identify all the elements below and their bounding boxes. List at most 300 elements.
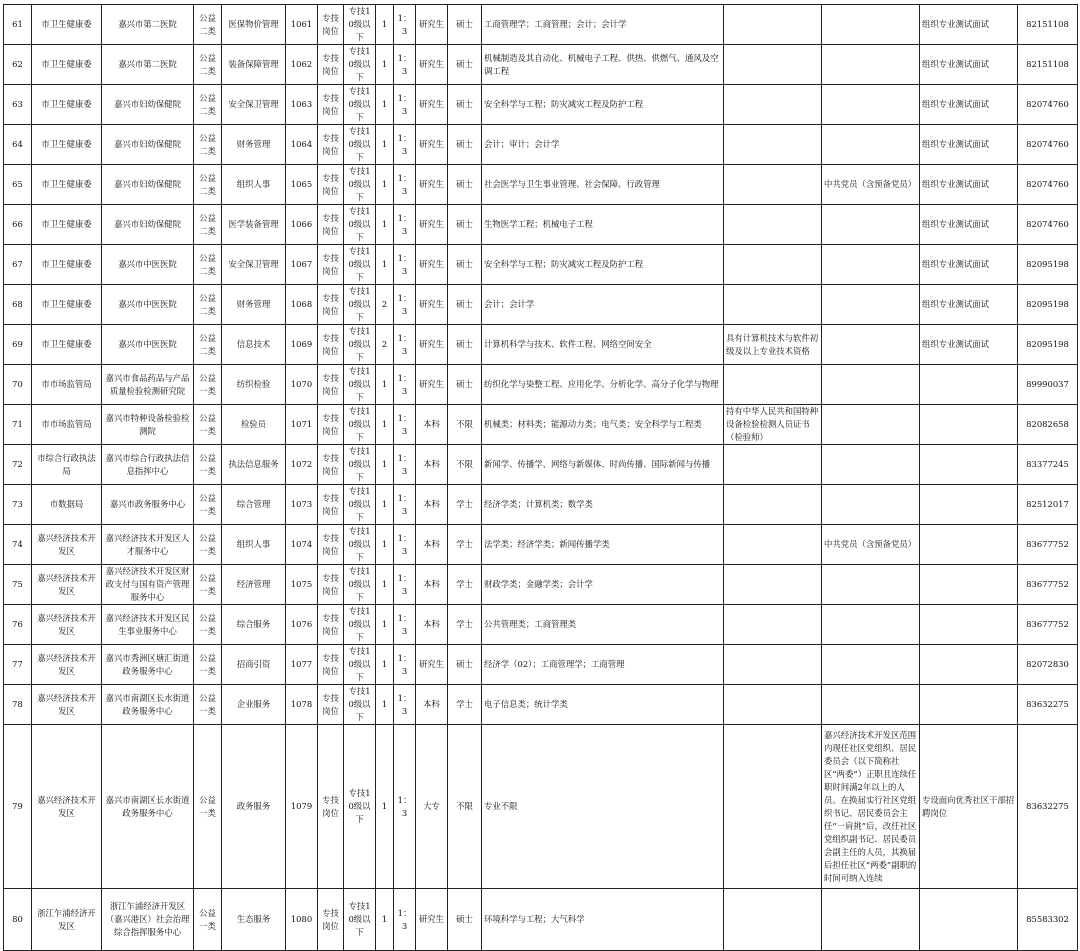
cell-post-grade: 专技10级以下 — [344, 725, 376, 889]
cell-unit-type: 公益一类 — [194, 645, 222, 685]
cell-department: 市市场监管局 — [32, 405, 102, 445]
cell-exam-method: 组织专业测试面试 — [920, 85, 1018, 125]
cell-post-name: 执法信息服务 — [222, 445, 286, 485]
cell-department: 市卫生健康委 — [32, 245, 102, 285]
cell-exam-method — [920, 565, 1018, 605]
cell-major-requirement: 机械制造及其自动化、机械电子工程、供热、供燃气、通风及空调工程 — [482, 45, 724, 85]
cell-contact-phone: 83677752 — [1018, 565, 1078, 605]
cell-exam-ratio: 1：3 — [394, 45, 416, 85]
cell-row-number: 78 — [4, 685, 32, 725]
cell-employer-unit: 嘉兴市特种设备检验检测院 — [102, 405, 194, 445]
cell-employer-unit: 嘉兴市中医医院 — [102, 325, 194, 365]
cell-department: 浙江乍浦经济开发区 — [32, 889, 102, 951]
cell-hiring-count: 1 — [376, 725, 394, 889]
cell-other-requirement — [724, 485, 822, 525]
cell-post-name: 经济管理 — [222, 565, 286, 605]
cell-post-grade: 专技10级以下 — [344, 485, 376, 525]
cell-post-category: 专技岗位 — [318, 5, 344, 45]
cell-contact-phone: 82082658 — [1018, 405, 1078, 445]
cell-contact-phone: 83677752 — [1018, 605, 1078, 645]
cell-exam-method — [920, 889, 1018, 951]
table-row — [4, 205, 1078, 245]
cell-political-requirement — [822, 685, 920, 725]
cell-contact-phone: 82074760 — [1018, 205, 1078, 245]
table-row — [4, 85, 1078, 125]
cell-education: 研究生 — [416, 165, 448, 205]
cell-post-category: 专技岗位 — [318, 565, 344, 605]
cell-employer-unit: 嘉兴市中医医院 — [102, 245, 194, 285]
cell-post-code: 1072 — [286, 445, 318, 485]
cell-contact-phone: 83377245 — [1018, 445, 1078, 485]
cell-education: 本科 — [416, 525, 448, 565]
cell-unit-type: 公益一类 — [194, 365, 222, 405]
cell-education: 本科 — [416, 405, 448, 445]
cell-employer-unit: 嘉兴市妇幼保健院 — [102, 125, 194, 165]
cell-employer-unit: 嘉兴经济技术开发区财政支付与国有资产管理服务中心 — [102, 565, 194, 605]
cell-exam-method: 组织专业测试面试 — [920, 165, 1018, 205]
cell-post-name: 纺织检验 — [222, 365, 286, 405]
cell-exam-method: 组织专业测试面试 — [920, 125, 1018, 165]
cell-post-grade: 专技10级以下 — [344, 45, 376, 85]
cell-post-category: 专技岗位 — [318, 245, 344, 285]
cell-post-grade: 专技10级以下 — [344, 365, 376, 405]
cell-post-name: 安全保卫管理 — [222, 85, 286, 125]
cell-political-requirement: 嘉兴经济技术开发区范围内现任社区党组织、居民委员会（以下简称社区“两委”）正职且连续任职时间满2年以上的人员。在换届实行社区党组织书记、居民委员会主任“一肩挑”后，改任社区党组织副书记、居民委员会副主任的人员，其换届后担任社区“两委”副职的时间可纳入连续 — [822, 725, 920, 889]
cell-contact-phone: 82072830 — [1018, 645, 1078, 685]
cell-other-requirement — [724, 365, 822, 405]
cell-post-category: 专技岗位 — [318, 685, 344, 725]
cell-exam-method: 组织专业测试面试 — [920, 285, 1018, 325]
cell-post-category: 专技岗位 — [318, 165, 344, 205]
cell-row-number: 70 — [4, 365, 32, 405]
cell-hiring-count: 1 — [376, 525, 394, 565]
table-row — [4, 445, 1078, 485]
cell-post-category: 专技岗位 — [318, 325, 344, 365]
cell-major-requirement: 环境科学与工程；大气科学 — [482, 889, 724, 951]
cell-department: 嘉兴经济技术开发区 — [32, 525, 102, 565]
table-row — [4, 45, 1078, 85]
cell-post-grade: 专技10级以下 — [344, 565, 376, 605]
cell-exam-ratio: 1：3 — [394, 285, 416, 325]
cell-hiring-count: 1 — [376, 125, 394, 165]
cell-post-name: 医保物价管理 — [222, 5, 286, 45]
cell-row-number: 80 — [4, 889, 32, 951]
cell-major-requirement: 法学类；经济学类；新闻传播学类 — [482, 525, 724, 565]
cell-exam-ratio: 1：3 — [394, 325, 416, 365]
cell-post-category: 专技岗位 — [318, 889, 344, 951]
cell-department: 市卫生健康委 — [32, 285, 102, 325]
cell-post-code: 1064 — [286, 125, 318, 165]
cell-degree: 硕士 — [448, 165, 482, 205]
cell-exam-ratio: 1：3 — [394, 165, 416, 205]
cell-degree: 硕士 — [448, 245, 482, 285]
cell-education: 研究生 — [416, 245, 448, 285]
cell-unit-type: 公益一类 — [194, 725, 222, 889]
cell-employer-unit: 嘉兴市第二医院 — [102, 5, 194, 45]
cell-exam-method — [920, 405, 1018, 445]
cell-post-grade: 专技10级以下 — [344, 889, 376, 951]
cell-unit-type: 公益二类 — [194, 85, 222, 125]
cell-education: 研究生 — [416, 125, 448, 165]
cell-degree: 学士 — [448, 525, 482, 565]
cell-exam-method: 组织专业测试面试 — [920, 45, 1018, 85]
cell-contact-phone: 82151108 — [1018, 45, 1078, 85]
cell-post-grade: 专技10级以下 — [344, 285, 376, 325]
table-row — [4, 485, 1078, 525]
cell-hiring-count: 1 — [376, 889, 394, 951]
cell-exam-method: 组织专业测试面试 — [920, 325, 1018, 365]
table-row — [4, 165, 1078, 205]
cell-political-requirement — [822, 45, 920, 85]
cell-row-number: 64 — [4, 125, 32, 165]
cell-employer-unit: 嘉兴市综合行政执法信息指挥中心 — [102, 445, 194, 485]
cell-post-code: 1077 — [286, 645, 318, 685]
cell-post-name: 招商引资 — [222, 645, 286, 685]
cell-exam-method — [920, 485, 1018, 525]
cell-exam-ratio: 1：3 — [394, 445, 416, 485]
cell-political-requirement — [822, 445, 920, 485]
cell-row-number: 71 — [4, 405, 32, 445]
cell-post-code: 1063 — [286, 85, 318, 125]
cell-degree: 硕士 — [448, 45, 482, 85]
cell-post-name: 政务服务 — [222, 725, 286, 889]
cell-degree: 不限 — [448, 725, 482, 889]
cell-degree: 硕士 — [448, 205, 482, 245]
cell-post-name: 生态服务 — [222, 889, 286, 951]
cell-unit-type: 公益一类 — [194, 405, 222, 445]
cell-exam-ratio: 1：3 — [394, 889, 416, 951]
cell-post-grade: 专技10级以下 — [344, 525, 376, 565]
cell-post-code: 1066 — [286, 205, 318, 245]
cell-employer-unit: 嘉兴市南湖区长水街道政务服务中心 — [102, 685, 194, 725]
cell-post-category: 专技岗位 — [318, 445, 344, 485]
table-row — [4, 889, 1078, 951]
cell-degree: 硕士 — [448, 365, 482, 405]
cell-education: 本科 — [416, 685, 448, 725]
cell-other-requirement — [724, 445, 822, 485]
cell-department: 嘉兴经济技术开发区 — [32, 605, 102, 645]
cell-unit-type: 公益一类 — [194, 445, 222, 485]
cell-major-requirement: 机械类；材料类；能源动力类；电气类；安全科学与工程类 — [482, 405, 724, 445]
cell-post-category: 专技岗位 — [318, 125, 344, 165]
cell-employer-unit: 嘉兴市食品药品与产品质量检验检测研究院 — [102, 365, 194, 405]
cell-unit-type: 公益二类 — [194, 125, 222, 165]
cell-hiring-count: 1 — [376, 365, 394, 405]
cell-unit-type: 公益二类 — [194, 245, 222, 285]
cell-political-requirement — [822, 405, 920, 445]
cell-education: 本科 — [416, 565, 448, 605]
cell-post-code: 1079 — [286, 725, 318, 889]
cell-post-code: 1070 — [286, 365, 318, 405]
cell-unit-type: 公益一类 — [194, 685, 222, 725]
cell-other-requirement — [724, 565, 822, 605]
cell-contact-phone: 82095198 — [1018, 245, 1078, 285]
cell-contact-phone: 89990037 — [1018, 365, 1078, 405]
cell-major-requirement: 会计；审计；会计学 — [482, 125, 724, 165]
cell-other-requirement — [724, 165, 822, 205]
cell-post-code: 1074 — [286, 525, 318, 565]
cell-row-number: 61 — [4, 5, 32, 45]
cell-major-requirement: 专业不限 — [482, 725, 724, 889]
cell-post-code: 1071 — [286, 405, 318, 445]
cell-other-requirement — [724, 45, 822, 85]
cell-row-number: 62 — [4, 45, 32, 85]
cell-exam-method — [920, 645, 1018, 685]
cell-degree: 硕士 — [448, 645, 482, 685]
cell-unit-type: 公益二类 — [194, 45, 222, 85]
cell-row-number: 65 — [4, 165, 32, 205]
cell-degree: 不限 — [448, 405, 482, 445]
cell-row-number: 74 — [4, 525, 32, 565]
cell-post-name: 安全保卫管理 — [222, 245, 286, 285]
cell-department: 市数据局 — [32, 485, 102, 525]
cell-employer-unit: 嘉兴市妇幼保健院 — [102, 85, 194, 125]
cell-post-grade: 专技10级以下 — [344, 205, 376, 245]
cell-hiring-count: 1 — [376, 45, 394, 85]
cell-post-grade: 专技10级以下 — [344, 85, 376, 125]
cell-post-code: 1073 — [286, 485, 318, 525]
cell-post-code: 1069 — [286, 325, 318, 365]
cell-exam-method — [920, 685, 1018, 725]
cell-post-category: 专技岗位 — [318, 85, 344, 125]
cell-political-requirement — [822, 285, 920, 325]
cell-contact-phone: 82095198 — [1018, 285, 1078, 325]
cell-unit-type: 公益二类 — [194, 285, 222, 325]
cell-contact-phone: 82074760 — [1018, 125, 1078, 165]
cell-post-code: 1065 — [286, 165, 318, 205]
cell-post-category: 专技岗位 — [318, 645, 344, 685]
cell-department: 市卫生健康委 — [32, 5, 102, 45]
cell-education: 研究生 — [416, 645, 448, 685]
cell-major-requirement: 计算机科学与技术、软件工程、网络空间安全 — [482, 325, 724, 365]
cell-political-requirement — [822, 5, 920, 45]
cell-post-code: 1076 — [286, 605, 318, 645]
table-row — [4, 565, 1078, 605]
cell-contact-phone: 82074760 — [1018, 85, 1078, 125]
cell-political-requirement — [822, 365, 920, 405]
cell-other-requirement — [724, 125, 822, 165]
cell-major-requirement: 社会医学与卫生事业管理、社会保障、行政管理 — [482, 165, 724, 205]
cell-department: 市卫生健康委 — [32, 325, 102, 365]
cell-political-requirement — [822, 245, 920, 285]
cell-post-category: 专技岗位 — [318, 605, 344, 645]
cell-major-requirement: 经济学类；计算机类；数学类 — [482, 485, 724, 525]
table-row — [4, 325, 1078, 365]
cell-post-code: 1075 — [286, 565, 318, 605]
recruitment-table — [3, 4, 1078, 951]
cell-employer-unit: 嘉兴市妇幼保健院 — [102, 165, 194, 205]
cell-post-code: 1061 — [286, 5, 318, 45]
cell-degree: 学士 — [448, 565, 482, 605]
table-row — [4, 685, 1078, 725]
cell-education: 研究生 — [416, 889, 448, 951]
cell-education: 研究生 — [416, 285, 448, 325]
cell-major-requirement: 财政学类；金融学类；会计学 — [482, 565, 724, 605]
cell-post-category: 专技岗位 — [318, 285, 344, 325]
cell-post-category: 专技岗位 — [318, 725, 344, 889]
cell-other-requirement — [724, 889, 822, 951]
cell-political-requirement — [822, 205, 920, 245]
cell-post-name: 医学装备管理 — [222, 205, 286, 245]
cell-degree: 硕士 — [448, 325, 482, 365]
cell-other-requirement — [724, 245, 822, 285]
cell-contact-phone: 83677752 — [1018, 525, 1078, 565]
cell-political-requirement: 中共党员（含预备党员） — [822, 525, 920, 565]
cell-degree: 学士 — [448, 605, 482, 645]
cell-hiring-count: 1 — [376, 245, 394, 285]
cell-major-requirement: 公共管理类；工商管理类 — [482, 605, 724, 645]
cell-post-name: 企业服务 — [222, 685, 286, 725]
cell-employer-unit: 嘉兴市秀洲区塘汇街道政务服务中心 — [102, 645, 194, 685]
cell-post-grade: 专技10级以下 — [344, 445, 376, 485]
cell-post-name: 综合管理 — [222, 485, 286, 525]
cell-political-requirement — [822, 565, 920, 605]
cell-major-requirement: 新闻学、传播学、网络与新媒体、时尚传播、国际新闻与传播 — [482, 445, 724, 485]
cell-contact-phone: 83632275 — [1018, 725, 1078, 889]
cell-post-name: 综合服务 — [222, 605, 286, 645]
cell-post-name: 财务管理 — [222, 285, 286, 325]
table-row — [4, 645, 1078, 685]
cell-post-category: 专技岗位 — [318, 205, 344, 245]
cell-hiring-count: 1 — [376, 645, 394, 685]
cell-major-requirement: 安全科学与工程；防灾减灾工程及防护工程 — [482, 85, 724, 125]
cell-post-name: 组织人事 — [222, 165, 286, 205]
cell-post-category: 专技岗位 — [318, 485, 344, 525]
cell-degree: 硕士 — [448, 5, 482, 45]
cell-contact-phone: 85583302 — [1018, 889, 1078, 951]
cell-post-grade: 专技10级以下 — [344, 605, 376, 645]
table-body — [4, 5, 1078, 951]
cell-degree: 硕士 — [448, 125, 482, 165]
cell-employer-unit: 嘉兴经济技术开发区民生事业服务中心 — [102, 605, 194, 645]
cell-unit-type: 公益一类 — [194, 525, 222, 565]
cell-contact-phone: 83632275 — [1018, 685, 1078, 725]
cell-political-requirement — [822, 889, 920, 951]
table-row — [4, 285, 1078, 325]
cell-education: 本科 — [416, 445, 448, 485]
table-row — [4, 125, 1078, 165]
cell-other-requirement — [724, 685, 822, 725]
cell-other-requirement: 具有计算机技术与软件初级及以上专业技术资格 — [724, 325, 822, 365]
cell-education: 研究生 — [416, 5, 448, 45]
cell-department: 市市场监管局 — [32, 365, 102, 405]
cell-hiring-count: 1 — [376, 85, 394, 125]
cell-row-number: 66 — [4, 205, 32, 245]
cell-row-number: 68 — [4, 285, 32, 325]
cell-political-requirement — [822, 85, 920, 125]
cell-other-requirement — [724, 285, 822, 325]
cell-post-category: 专技岗位 — [318, 525, 344, 565]
cell-post-grade: 专技10级以下 — [344, 405, 376, 445]
cell-degree: 学士 — [448, 485, 482, 525]
cell-unit-type: 公益二类 — [194, 5, 222, 45]
cell-political-requirement: 中共党员（含预备党员） — [822, 165, 920, 205]
cell-exam-ratio: 1：3 — [394, 85, 416, 125]
cell-contact-phone: 82512017 — [1018, 485, 1078, 525]
cell-post-name: 装备保障管理 — [222, 45, 286, 85]
cell-department: 市卫生健康委 — [32, 45, 102, 85]
cell-post-grade: 专技10级以下 — [344, 245, 376, 285]
cell-contact-phone: 82151108 — [1018, 5, 1078, 45]
cell-education: 研究生 — [416, 365, 448, 405]
cell-post-code: 1067 — [286, 245, 318, 285]
cell-major-requirement: 经济学（02）；工商管理学；工商管理 — [482, 645, 724, 685]
cell-department: 市卫生健康委 — [32, 165, 102, 205]
cell-unit-type: 公益二类 — [194, 325, 222, 365]
cell-education: 本科 — [416, 485, 448, 525]
cell-other-requirement — [724, 525, 822, 565]
cell-exam-method: 专设面向优秀社区干部招聘岗位 — [920, 725, 1018, 889]
cell-political-requirement — [822, 325, 920, 365]
cell-exam-method: 组织专业测试面试 — [920, 5, 1018, 45]
cell-exam-ratio: 1：3 — [394, 685, 416, 725]
table-row — [4, 725, 1078, 889]
cell-exam-method — [920, 525, 1018, 565]
cell-row-number: 72 — [4, 445, 32, 485]
cell-post-code: 1080 — [286, 889, 318, 951]
cell-row-number: 63 — [4, 85, 32, 125]
cell-exam-ratio: 1：3 — [394, 365, 416, 405]
cell-degree: 硕士 — [448, 85, 482, 125]
cell-unit-type: 公益一类 — [194, 565, 222, 605]
cell-department: 嘉兴经济技术开发区 — [32, 565, 102, 605]
cell-hiring-count: 1 — [376, 685, 394, 725]
cell-exam-ratio: 1：3 — [394, 525, 416, 565]
cell-hiring-count: 1 — [376, 405, 394, 445]
cell-exam-ratio: 1：3 — [394, 125, 416, 165]
cell-major-requirement: 生物医学工程；机械电子工程 — [482, 205, 724, 245]
cell-hiring-count: 1 — [376, 165, 394, 205]
cell-hiring-count: 1 — [376, 605, 394, 645]
cell-exam-ratio: 1：3 — [394, 725, 416, 889]
cell-post-grade: 专技10级以下 — [344, 685, 376, 725]
cell-post-category: 专技岗位 — [318, 365, 344, 405]
cell-major-requirement: 工商管理学；工商管理；会计；会计学 — [482, 5, 724, 45]
cell-degree: 学士 — [448, 685, 482, 725]
cell-political-requirement — [822, 645, 920, 685]
cell-major-requirement: 会计；会计学 — [482, 285, 724, 325]
cell-education: 研究生 — [416, 45, 448, 85]
cell-other-requirement — [724, 205, 822, 245]
cell-education: 本科 — [416, 605, 448, 645]
cell-hiring-count: 1 — [376, 565, 394, 605]
table-row — [4, 245, 1078, 285]
cell-exam-method — [920, 605, 1018, 645]
cell-employer-unit: 浙江乍浦经济开发区（嘉兴港区）社会治理综合指挥服务中心 — [102, 889, 194, 951]
cell-exam-ratio: 1：3 — [394, 645, 416, 685]
cell-post-name: 检验员 — [222, 405, 286, 445]
cell-department: 嘉兴经济技术开发区 — [32, 685, 102, 725]
cell-exam-method: 组织专业测试面试 — [920, 205, 1018, 245]
cell-exam-ratio: 1：3 — [394, 565, 416, 605]
table-row — [4, 405, 1078, 445]
cell-row-number: 77 — [4, 645, 32, 685]
cell-other-requirement — [724, 645, 822, 685]
cell-hiring-count: 2 — [376, 325, 394, 365]
cell-post-code: 1068 — [286, 285, 318, 325]
cell-unit-type: 公益一类 — [194, 889, 222, 951]
cell-department: 市卫生健康委 — [32, 85, 102, 125]
cell-exam-ratio: 1：3 — [394, 405, 416, 445]
cell-employer-unit: 嘉兴市妇幼保健院 — [102, 205, 194, 245]
cell-department: 市综合行政执法局 — [32, 445, 102, 485]
cell-exam-ratio: 1：3 — [394, 485, 416, 525]
cell-hiring-count: 1 — [376, 5, 394, 45]
cell-hiring-count: 1 — [376, 485, 394, 525]
cell-post-name: 财务管理 — [222, 125, 286, 165]
cell-row-number: 73 — [4, 485, 32, 525]
cell-political-requirement — [822, 605, 920, 645]
